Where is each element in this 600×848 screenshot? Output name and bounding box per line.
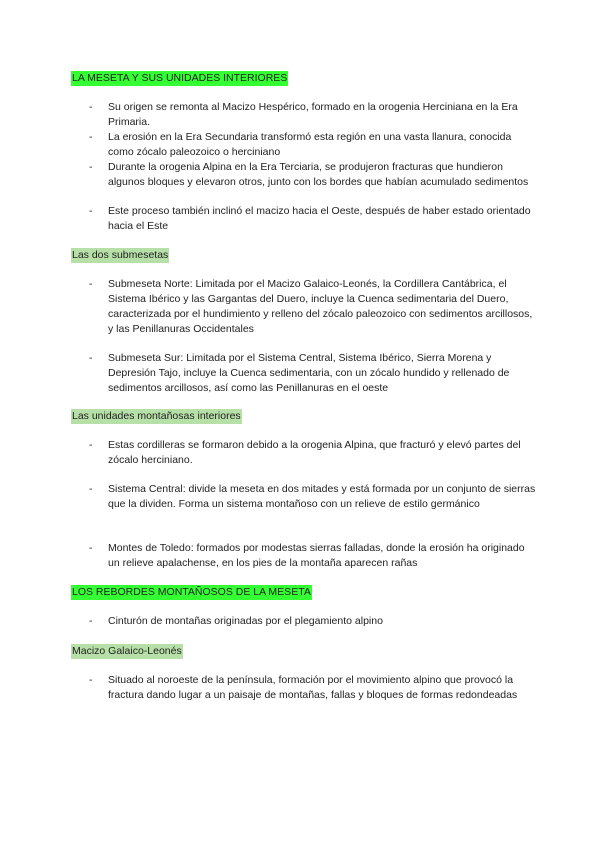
- list-item: [89, 541, 539, 571]
- bullet-dash: -: [89, 542, 93, 554]
- list-item-text: Su origen se remonta al Macizo Hespérico, formado en la orogenia Herciniana en la Era Primaria.: [108, 101, 518, 128]
- list-item-text: Cinturón de montañas originadas por el plegamiento alpino: [108, 615, 383, 627]
- list-item: [89, 160, 539, 190]
- section-heading-meseta: LA MESETA Y SUS UNIDADES INTERIORES: [72, 72, 288, 84]
- bullet-dash: -: [89, 278, 93, 290]
- bullet-dash: -: [89, 615, 93, 627]
- list-item-text: Submeseta Sur: Limitada por el Sistema Central, Sistema Ibérico, Sierra Morena y Depresión Tajo, incluye la Cuenca sedimentaria, con un zócalo hundido y rellenado de sedimentos arcillosos, así como las Penillanuras en el oeste: [108, 352, 510, 394]
- list-item: [89, 482, 539, 512]
- list-item-text: Situado al noroeste de la península, formación por el movimiento alpino que provocó la fractura dando lugar a un paisaje de montañas, fallas y bloques de formas redondeadas: [108, 674, 518, 701]
- list-item: [89, 438, 539, 468]
- section-heading-submesetas: Las dos submesetas: [72, 249, 169, 261]
- list-item: [89, 130, 539, 160]
- bullet-dash: -: [89, 439, 93, 451]
- list-item: [89, 277, 539, 337]
- bullet-dash: -: [89, 131, 93, 143]
- list-item: [89, 673, 539, 703]
- bullet-dash: -: [89, 483, 93, 495]
- section-heading-unidades-montanosas: Las unidades montañosas interiores: [72, 410, 241, 422]
- bullet-dash: -: [89, 161, 93, 173]
- list-item: [89, 351, 539, 396]
- bullet-dash: -: [89, 101, 93, 113]
- list-item-text: Durante la orogenia Alpina en la Era Terciaria, se produjeron fracturas que hundieron algunos bloques y elevaron otros, junto con los bordes que habían acumulado sedimentos: [108, 161, 529, 188]
- section-heading-rebordes: LOS REBORDES MONTAÑOSOS DE LA MESETA: [72, 586, 311, 598]
- bullet-dash: -: [89, 674, 93, 686]
- list-item-text: Montes de Toledo: formados por modestas sierras falladas, donde la erosión ha originado un relieve apalachense, en los pies de la montaña aparecen rañas: [108, 542, 525, 569]
- list-item-text: Sistema Central: divide la meseta en dos mitades y está formada por un conjunto de sierras que la dividen. Forma un sistema montañoso con un relieve de estilo germánico: [108, 483, 536, 510]
- list-item-text: Este proceso también inclinó el macizo hacia el Oeste, después de haber estado orientado hacia el Este: [108, 205, 531, 232]
- list-item-text: Submeseta Norte: Limitada por el Macizo Galaico-Leonés, la Cordillera Cantábrica, el Sistema Ibérico y las Gargantas del Duero, incluye la Cuenca sedimentaria del Duero, caracterizada por el hundimiento y relleno del zócalo paleozoico con sedimentos arcillosos, y las Penillanuras Occidentales: [108, 278, 533, 335]
- section-heading-macizo-galaico: Macizo Galaico-Leonés: [72, 645, 182, 657]
- list-item-text: Estas cordilleras se formaron debido a la orogenia Alpina, que fracturó y elevó partes del zócalo herciniano.: [108, 439, 521, 466]
- list-item-text: La erosión en la Era Secundaria transformó esta región en una vasta llanura, conocida como zócalo paleozoico o herciniano: [108, 131, 512, 158]
- list-item: [89, 100, 539, 130]
- bullet-dash: -: [89, 352, 93, 364]
- list-item: [89, 614, 539, 629]
- bullet-dash: -: [89, 205, 93, 217]
- list-item: [89, 204, 539, 234]
